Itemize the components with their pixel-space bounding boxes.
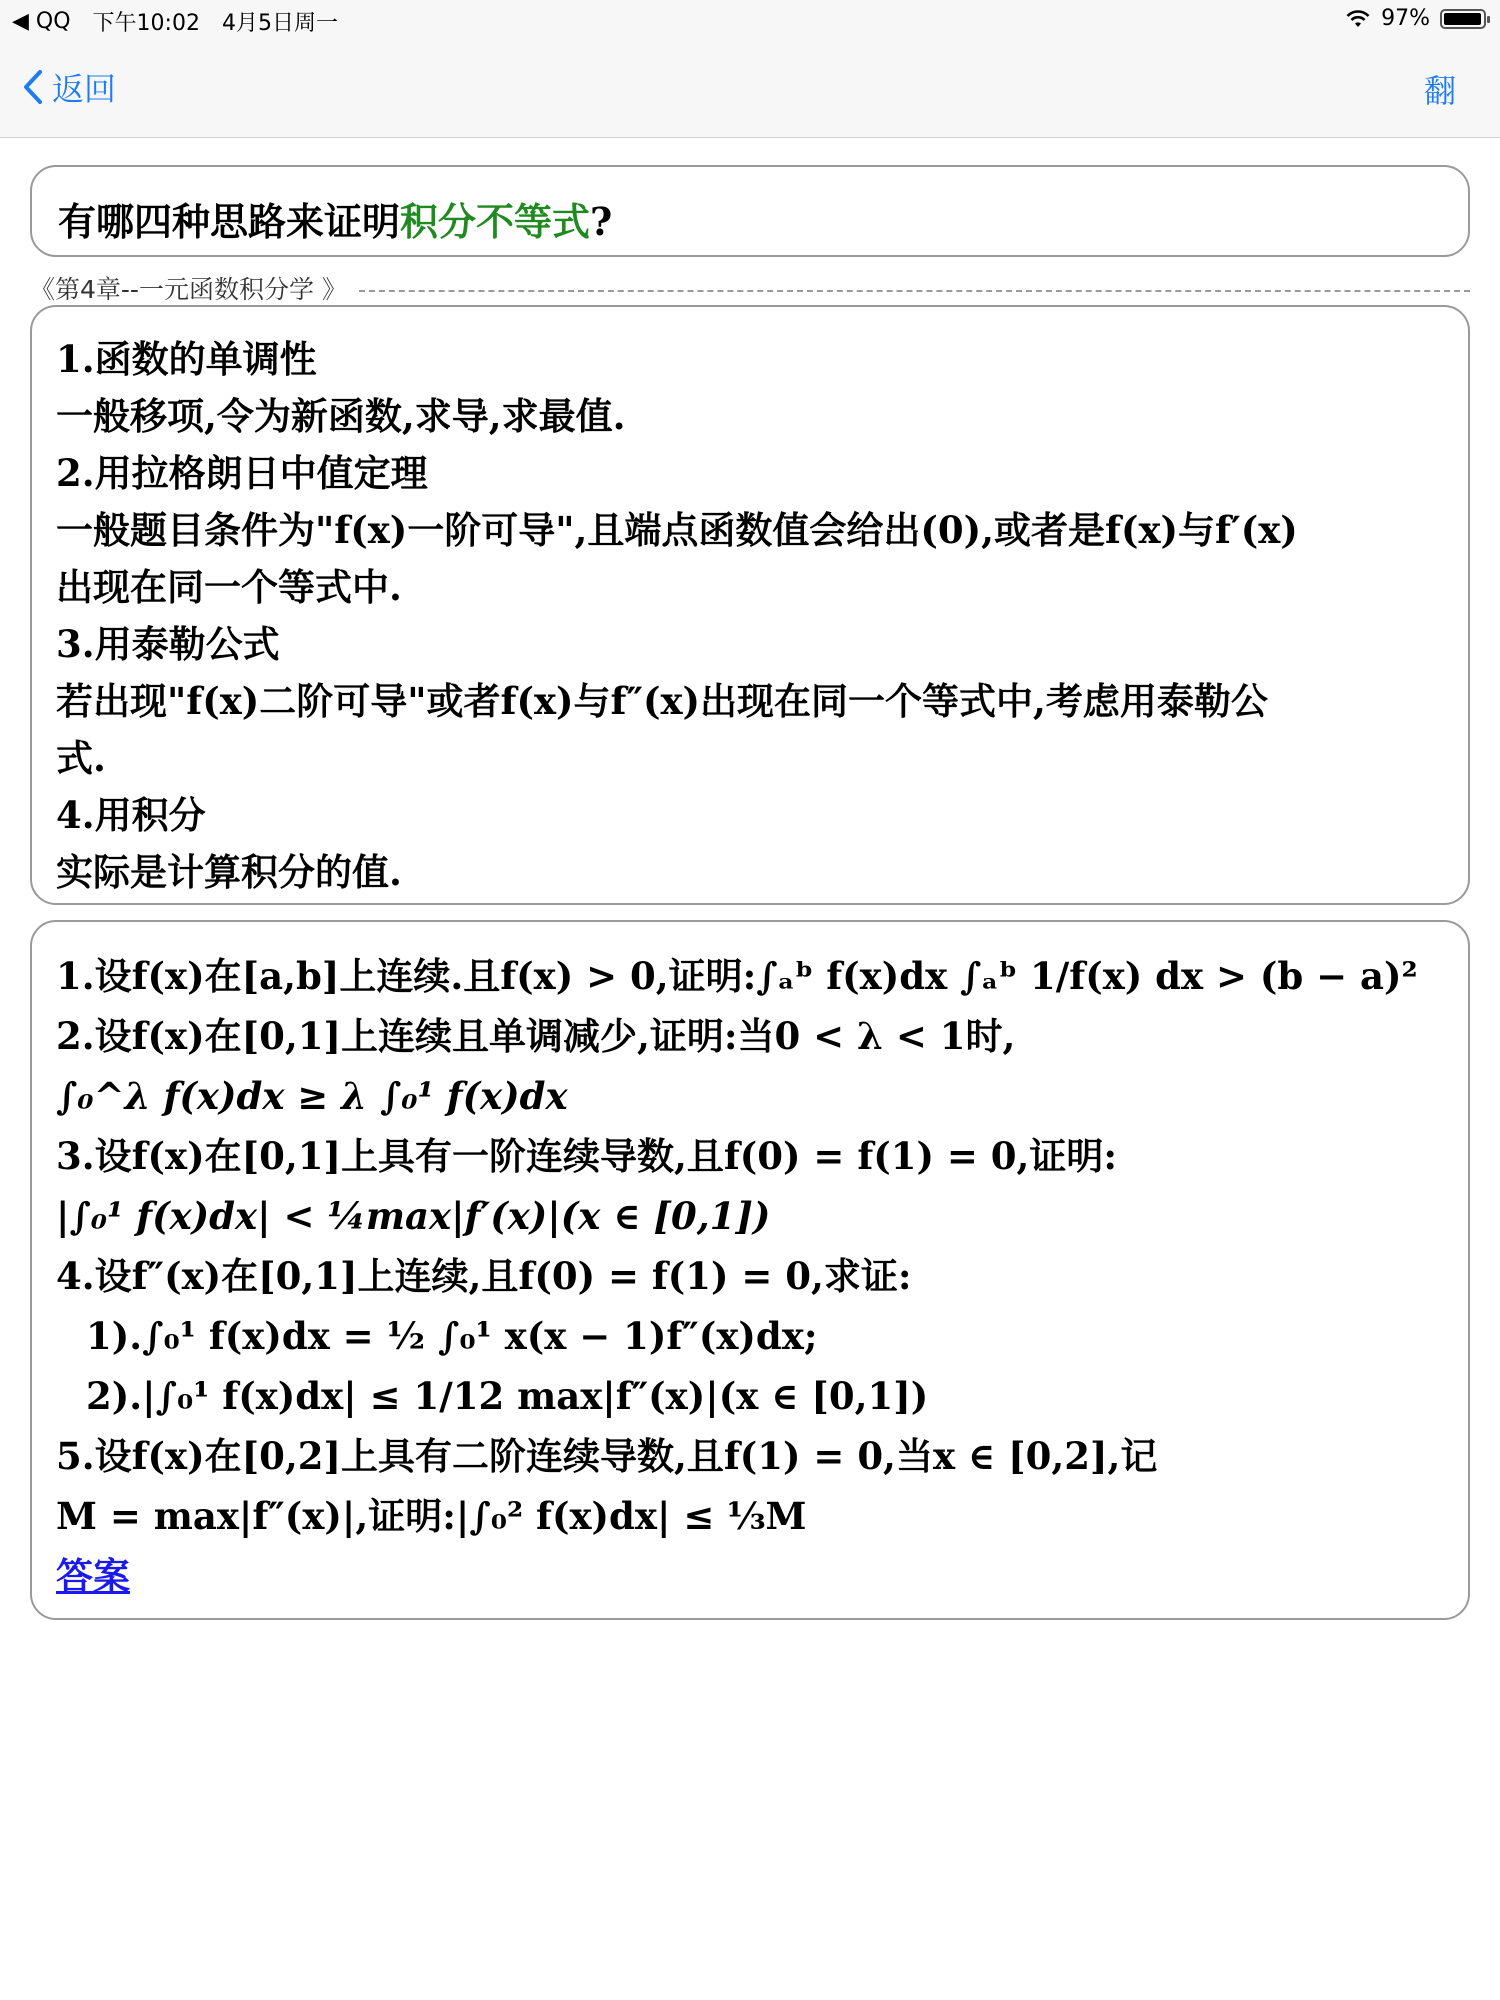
methods-card xyxy=(30,305,1470,905)
answer-link[interactable]: 答案 xyxy=(56,1554,130,1598)
method-line: 若出现"f(x)二阶可导"或者f(x)与f″(x)出现在同一个等式中,考虑用泰勒公 xyxy=(56,679,1268,723)
status-bar xyxy=(0,0,1500,40)
chevron-left-icon xyxy=(22,69,44,105)
method-line: 1.函数的单调性 xyxy=(56,337,317,381)
problem-line: |∫₀¹ f(x)dx| < ¼max|f′(x)|(x ∈ [0,1]) xyxy=(56,1194,771,1238)
method-line: 4.用积分 xyxy=(56,793,206,837)
status-date: 4月5日周一 xyxy=(221,11,338,36)
back-label: 返回 xyxy=(52,70,117,108)
wifi-icon xyxy=(1345,9,1371,29)
translate-button[interactable]: 翻 xyxy=(1423,72,1456,110)
status-time: 下午10:02 xyxy=(92,11,200,36)
method-line: 一般移项,令为新函数,求导,求最值. xyxy=(56,394,626,438)
top-bar xyxy=(0,0,1500,138)
back-button[interactable] xyxy=(22,64,116,110)
problem-line: 3.设f(x)在[0,1]上具有一阶连续导数,且f(0) = f(1) = 0,证明: xyxy=(56,1134,1118,1178)
problem-line: 5.设f(x)在[0,2]上具有二阶连续导数,且f(1) = 0,当x ∈ [0,2],记 xyxy=(56,1434,1158,1478)
method-line: 2.用拉格朗日中值定理 xyxy=(56,451,428,495)
problem-line: 2.设f(x)在[0,1]上连续且单调减少,证明:当0 < λ < 1时, xyxy=(56,1014,1016,1058)
question-suffix: ? xyxy=(590,199,613,244)
problem-line: 2).|∫₀¹ f(x)dx| ≤ 1/12 max|f″(x)|(x ∈ [0,1]) xyxy=(86,1374,929,1418)
method-line: 3.用泰勒公式 xyxy=(56,622,280,666)
method-line: 一般题目条件为"f(x)一阶可导",且端点函数值会给出(0),或者是f(x)与f′(x) xyxy=(56,508,1298,552)
problem-line: 4.设f″(x)在[0,1]上连续,且f(0) = f(1) = 0,求证: xyxy=(56,1254,912,1298)
method-line: 实际是计算积分的值. xyxy=(56,850,402,894)
method-line: 出现在同一个等式中. xyxy=(56,565,402,609)
problem-line: M = max|f″(x)|,证明:|∫₀² f(x)dx| ≤ ⅓M xyxy=(56,1494,807,1538)
problem-line: 1).∫₀¹ f(x)dx = ½ ∫₀¹ x(x − 1)f″(x)dx; xyxy=(86,1314,818,1358)
question-card xyxy=(30,165,1470,257)
problem-line: ∫₀^λ f(x)dx ≥ λ ∫₀¹ f(x)dx xyxy=(56,1074,568,1118)
battery-icon xyxy=(1440,9,1486,29)
dashed-divider xyxy=(359,290,1470,292)
chapter-label xyxy=(30,270,1470,306)
battery-fill xyxy=(1444,13,1481,25)
question-prefix: 有哪四种思路来证明 xyxy=(58,199,401,244)
problems-card xyxy=(30,920,1470,1620)
problem-line: 1.设f(x)在[a,b]上连续.且f(x) > 0,证明:∫ₐᵇ f(x)dx ∫ₐᵇ 1/f(x) dx > (b − a)² xyxy=(56,954,1418,998)
chapter-title: 《第4章--一元函数积分学 》 xyxy=(30,275,347,304)
question-highlight: 积分不等式 xyxy=(400,199,591,244)
battery-percent: 97% xyxy=(1381,6,1430,31)
status-app[interactable]: ◀ QQ xyxy=(12,9,71,34)
method-line: 式. xyxy=(56,736,106,780)
